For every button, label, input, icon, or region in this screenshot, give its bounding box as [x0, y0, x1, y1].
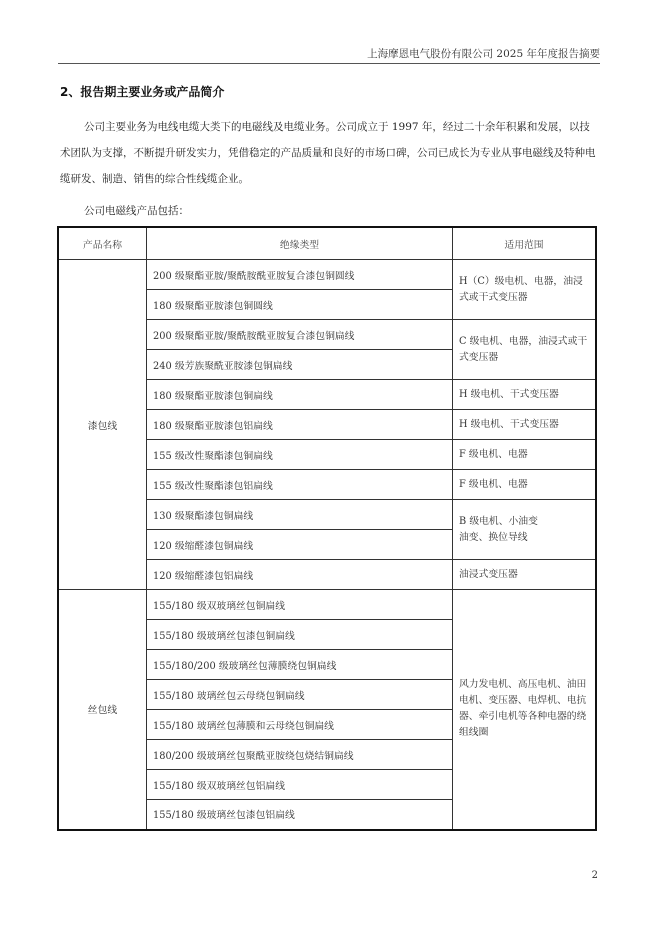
- application-cell: F 级电机、电器: [453, 440, 597, 470]
- insulation-type-cell: 155/180 级玻璃丝包漆包铜扁线: [147, 620, 453, 650]
- insulation-type-cell: 200 级聚酯亚胺/聚酰胺酰亚胺复合漆包铜扁线: [147, 320, 453, 350]
- page-number: 2: [591, 870, 598, 881]
- insulation-type-cell: 155/180 级双玻璃丝包铜扁线: [147, 590, 453, 620]
- application-cell: 风力发电机、高压电机、油田电机、变压器、电焊机、电抗器、牵引电机等各种电器的绕组线圈: [453, 590, 597, 830]
- application-cell: H 级电机、干式变压器: [453, 380, 597, 410]
- insulation-type-cell: 240 级芳族聚酰亚胺漆包铜扁线: [147, 350, 453, 380]
- insulation-type-cell: 180 级聚酯亚胺漆包铜扁线: [147, 380, 453, 410]
- insulation-type-cell: 180 级聚酯亚胺漆包铝扁线: [147, 410, 453, 440]
- table-row: [58, 590, 596, 620]
- insulation-type-cell: 130 级聚酯漆包铜扁线: [147, 500, 453, 530]
- insulation-type-cell: 155/180/200 级玻璃丝包薄膜绕包铜扁线: [147, 650, 453, 680]
- header-product-name: 产品名称: [58, 227, 147, 260]
- application-cell: H（C）级电机、电器，油浸式或干式变压器: [453, 260, 597, 320]
- insulation-type-cell: 180 级聚酯亚胺漆包铜圆线: [147, 290, 453, 320]
- insulation-type-cell: 155/180 玻璃丝包薄膜和云母绕包铜扁线: [147, 710, 453, 740]
- insulation-type-cell: 120 级缩醛漆包铝扁线: [147, 560, 453, 590]
- application-cell: F 级电机、电器: [453, 470, 597, 500]
- application-cell: B 级电机、小油变 油变、换位导线: [453, 500, 597, 560]
- category-glass-fiber-wire: 丝包线: [58, 590, 147, 830]
- header-application: 适用范围: [453, 227, 597, 260]
- application-cell: C 级电机、电器，油浸式或干式变压器: [453, 320, 597, 380]
- table-intro-text: 公司电磁线产品包括：: [84, 205, 189, 217]
- category-enamelled-wire: 漆包线: [58, 260, 147, 590]
- insulation-type-cell: 155 级改性聚酯漆包铝扁线: [147, 470, 453, 500]
- insulation-type-cell: 155 级改性聚酯漆包铜扁线: [147, 440, 453, 470]
- insulation-type-cell: 120 级缩醛漆包铜扁线: [147, 530, 453, 560]
- header-insulation-type: 绝缘类型: [147, 227, 453, 260]
- header-divider: [58, 63, 600, 64]
- product-table: [57, 226, 597, 831]
- application-cell: 油浸式变压器: [453, 560, 597, 590]
- insulation-type-cell: 180/200 级玻璃丝包聚酰亚胺绕包烧结铜扁线: [147, 740, 453, 770]
- insulation-type-cell: 200 级聚酯亚胺/聚酰胺酰亚胺复合漆包铜圆线: [147, 260, 453, 290]
- insulation-type-cell: 155/180 级玻璃丝包漆包铝扁线: [147, 800, 453, 830]
- insulation-type-cell: 155/180 玻璃丝包云母绕包铜扁线: [147, 680, 453, 710]
- report-header-title: 上海摩恩电气股份有限公司 2025 年年度报告摘要: [367, 48, 600, 60]
- table-row: [58, 260, 596, 290]
- business-intro-paragraph: 公司主要业务为电线电缆大类下的电磁线及电缆业务。公司成立于 1997 年，经过二十余年积累和发展，以技术团队为支撑，不断提升研发实力，凭借稳定的产品质量和良好的市场口碑，公司已成长为专业从事电磁线及特种电缆研发、制造、销售的综合性线缆企业。: [60, 121, 596, 185]
- section-title: 2、报告期主要业务或产品简介: [60, 85, 225, 99]
- application-cell: H 级电机、干式变压器: [453, 410, 597, 440]
- insulation-type-cell: 155/180 级双玻璃丝包铝扁线: [147, 770, 453, 800]
- table-header-row: [58, 227, 596, 260]
